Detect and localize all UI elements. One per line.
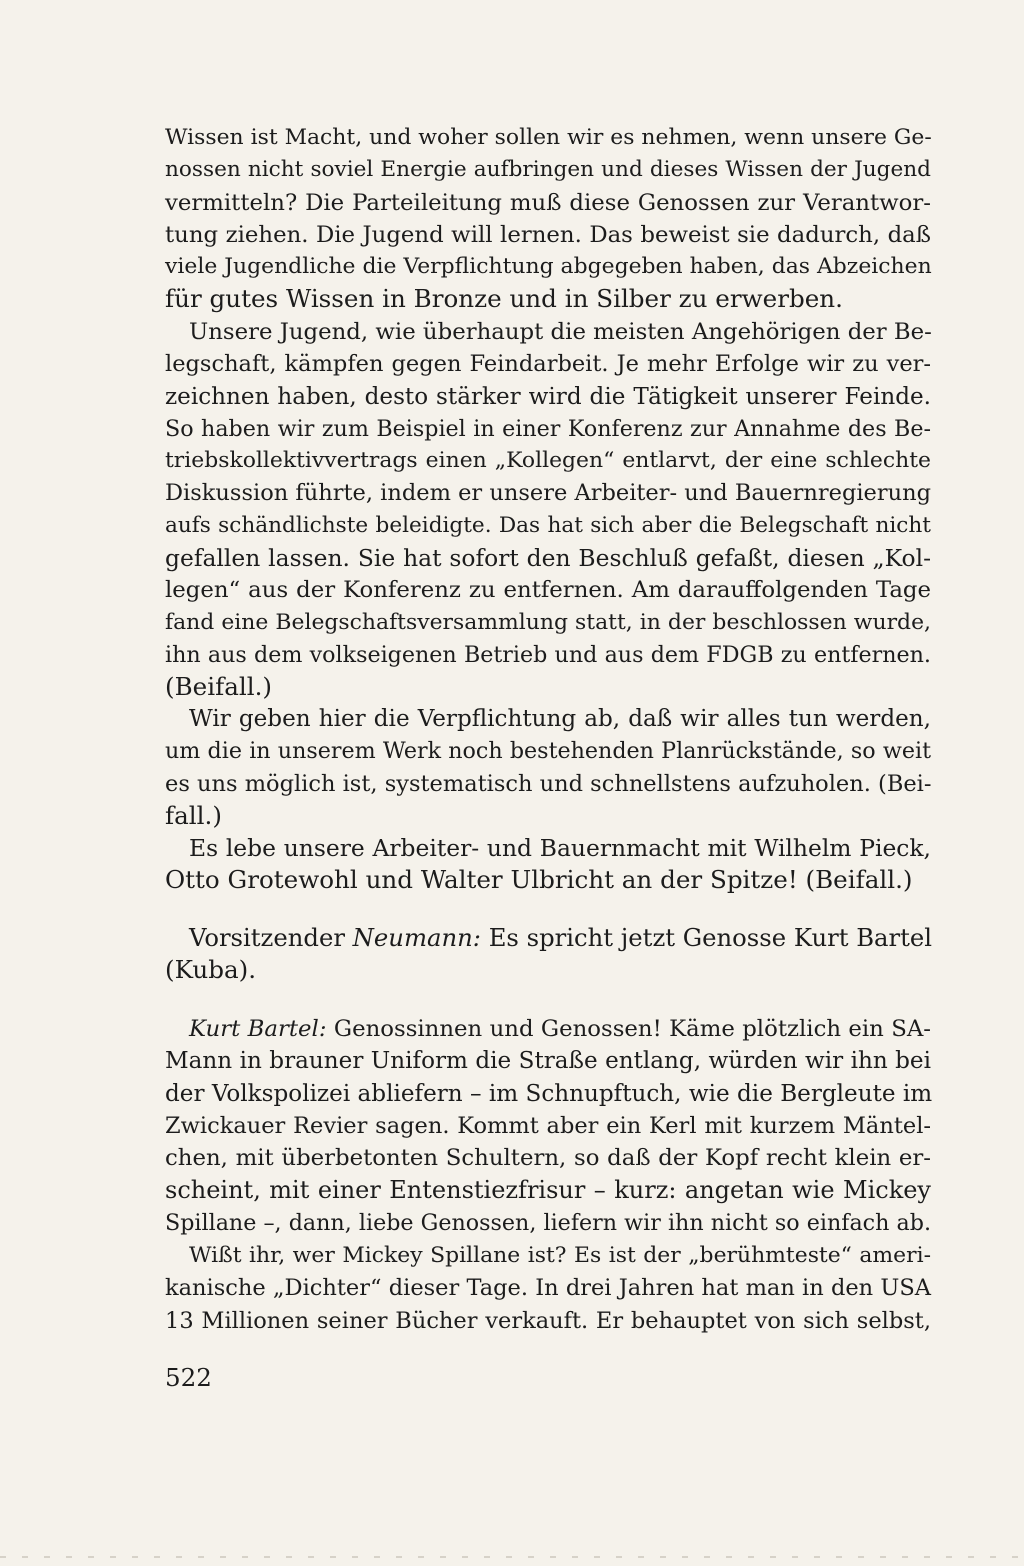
chair-prefix: Vorsitzender <box>189 923 353 952</box>
text-line: nossen nicht soviel Energie aufbringen und dieses Wissen der Jugend <box>165 157 931 183</box>
speech-kurt-bartel <box>165 1013 931 1239</box>
text-line: der Volkspolizei abliefern – im Schnupftuch, wie die Bergleute im <box>165 1080 933 1107</box>
text-line: zeichnen haben, desto stärker wird die Tätigkeit unserer Feinde. <box>165 383 931 410</box>
text-line: Es lebe unsere Arbeiter- und Bauernmacht mit Wilhelm Pieck, <box>189 834 931 862</box>
text-line: Unsere Jugend, wie überhaupt die meisten Angehörigen der Be- <box>189 319 932 345</box>
text-line: vermitteln? Die Parteileitung muß diese Genossen zur Verantwor- <box>165 189 931 216</box>
text-line: fall.) <box>165 800 222 830</box>
speaker-name: Kurt Bartel: <box>189 1016 327 1042</box>
text-line <box>165 1013 931 1045</box>
text-line: (Kuba). <box>165 955 257 985</box>
text-line <box>165 922 931 954</box>
text-line: legen“ aus der Konferenz zu entfernen. Am darauffolgenden Tage <box>165 577 931 604</box>
text-line: 13 Millionen seiner Bücher verkauft. Er behauptet von sich selbst, <box>165 1307 931 1334</box>
text-line: tung ziehen. Die Jugend will lernen. Das beweist sie dadurch, daß <box>165 221 931 248</box>
text-line: um die in unserem Werk noch bestehenden Planrückstände, so weit <box>165 738 931 765</box>
paragraph-long-live <box>165 832 931 897</box>
text-line: legschaft, kämpfen gegen Feindarbeit. Je mehr Erfolge wir zu ver- <box>165 351 931 378</box>
paragraph-enemy-work <box>165 316 931 704</box>
page-edge-artifact <box>0 1556 1024 1558</box>
text-line: kanische „Dichter“ dieser Tage. In drei Jahren hat man in den USA <box>165 1275 931 1302</box>
chair-name: Neumann: <box>352 923 481 952</box>
text-line: fand eine Belegschaftsversammlung statt, in der beschlossen wurde, <box>165 609 931 635</box>
text-line: Mann in brauner Uniform die Straße entlang, würden wir ihn bei <box>165 1048 931 1075</box>
text-line: scheint, mit einer Entenstiezfrisur – kurz: angetan wie Mickey <box>165 1176 931 1205</box>
text-line: triebskollektivvertrags einen „Kollegen“ entlarvt, der eine schlechte <box>165 448 931 474</box>
text-line: Otto Grotewohl und Walter Ulbricht an der Spitze! (Beifall.) <box>165 865 913 895</box>
text-line: viele Jugendliche die Verpflichtung abgegeben haben, das Abzeichen <box>165 254 932 280</box>
chair-rest: Es spricht jetzt Genosse Kurt Bartel <box>480 923 933 952</box>
paragraph-commitment <box>165 703 931 832</box>
chair-announcement <box>165 922 931 987</box>
text-line: für gutes Wissen in Bronze und in Silber zu erwerben. <box>165 284 843 314</box>
text-line: (Beifall.) <box>165 672 272 702</box>
text-line: es uns möglich ist, systematisch und schnellstens aufzuholen. (Bei- <box>165 770 932 797</box>
text-line: gefallen lassen. Sie hat sofort den Beschluß gefaßt, diesen „Kol- <box>165 544 931 573</box>
text-line: Wißt ihr, wer Mickey Spillane ist? Es ist der „berühmteste“ ameri- <box>189 1243 931 1268</box>
text-line: chen, mit überbetonten Schultern, so daß der Kopf recht klein er- <box>165 1145 931 1172</box>
text-line: aufs schändlichste beleidigte. Das hat sich aber die Belegschaft nicht <box>165 512 931 538</box>
text-line: ihn aus dem volkseigenen Betrieb und aus dem FDGB zu entfernen. <box>165 641 931 668</box>
text-line: Zwickauer Revier sagen. Kommt aber ein Kerl mit kurzem Mäntel- <box>165 1112 931 1139</box>
paragraph-knowledge <box>165 122 931 316</box>
text-line: Wissen ist Macht, und woher sollen wir es nehmen, wenn unsere Ge- <box>165 125 932 150</box>
speech-first-line: Genossinnen und Genossen! Käme plötzlich ein SA- <box>326 1016 931 1042</box>
page-number: 522 <box>165 1363 212 1392</box>
paragraph-spillane <box>165 1240 931 1337</box>
text-line: Wir geben hier die Verpflichtung ab, daß wir alles tun werden, <box>189 706 931 732</box>
text-line: So haben wir zum Beispiel in einer Konferenz zur Annahme des Be- <box>165 415 931 442</box>
text-line: Diskussion führte, indem er unsere Arbeiter- und Bauernregierung <box>165 480 931 507</box>
text-line: Spillane –, dann, liebe Genossen, liefern wir ihn nicht so einfach ab. <box>165 1209 931 1236</box>
